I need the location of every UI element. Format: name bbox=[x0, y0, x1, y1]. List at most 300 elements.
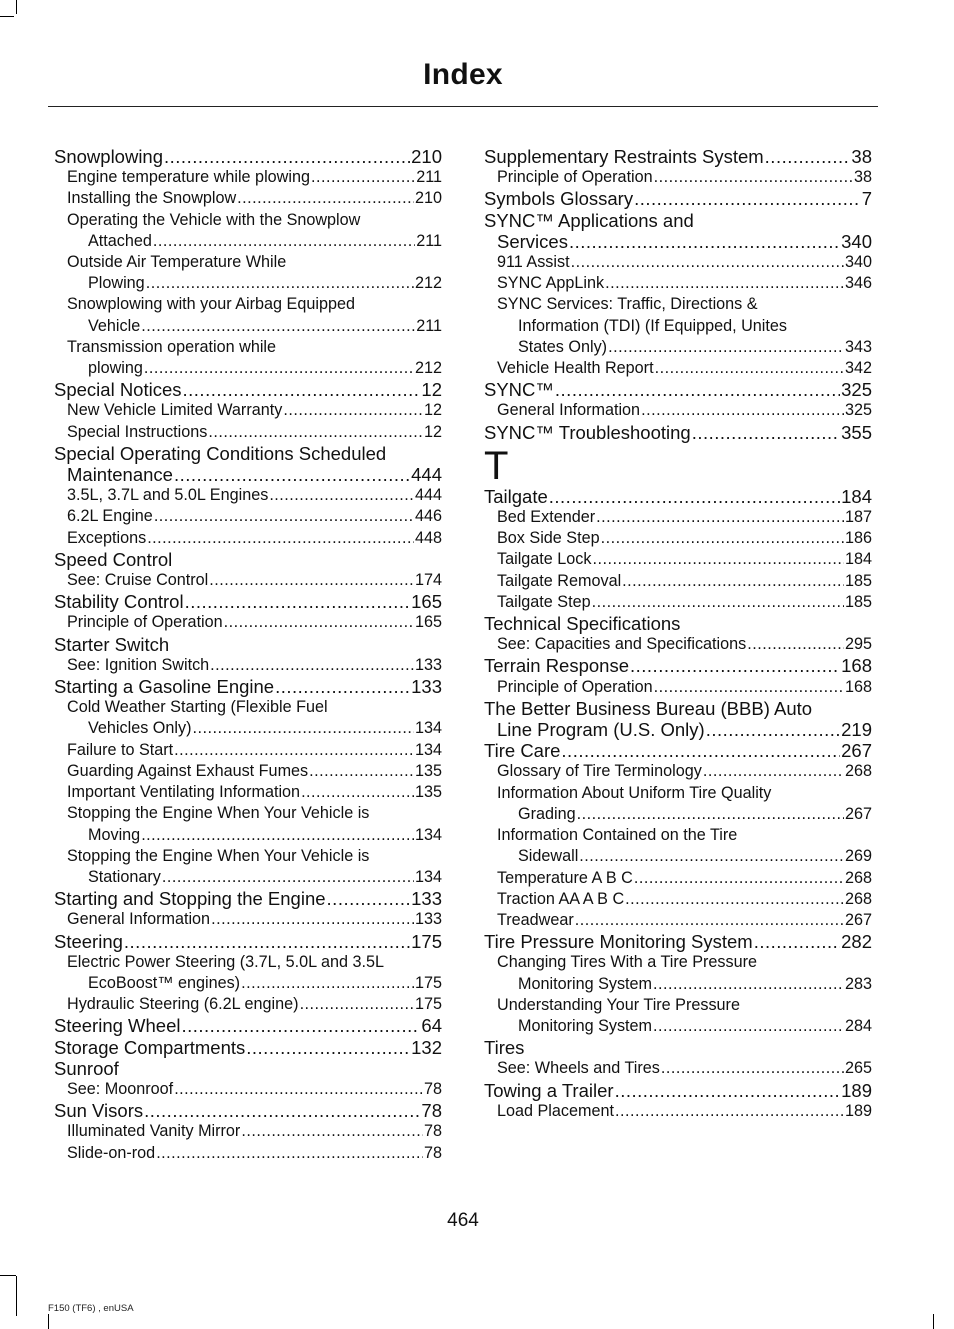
index-entry bbox=[484, 931, 872, 952]
index-entry-text: Vehicle bbox=[88, 316, 141, 335]
index-entry bbox=[54, 188, 442, 209]
index-page-ref: 78 bbox=[423, 1079, 442, 1098]
index-entry bbox=[54, 167, 442, 188]
dot-leader bbox=[192, 718, 414, 739]
index-entry-text: Changing Tires With a Tire Pressure bbox=[497, 953, 758, 972]
index-entry bbox=[484, 528, 872, 549]
index-entry-text: Tailgate Removal bbox=[497, 571, 622, 590]
index-column-right bbox=[484, 146, 872, 1122]
index-entry bbox=[484, 698, 872, 719]
dot-leader bbox=[601, 528, 844, 549]
dot-leader bbox=[655, 358, 844, 379]
dot-leader bbox=[309, 761, 414, 782]
dot-leader bbox=[596, 507, 844, 528]
dot-leader bbox=[569, 231, 840, 252]
index-page-ref: 184 bbox=[844, 550, 872, 569]
index-entry-text: Steering bbox=[54, 930, 123, 952]
dot-leader bbox=[654, 677, 844, 698]
index-page-ref: 325 bbox=[844, 401, 872, 420]
index-page-ref: 267 bbox=[844, 910, 872, 929]
dot-leader bbox=[703, 761, 844, 782]
index-entry-text: Sidewall bbox=[518, 847, 579, 866]
dot-leader bbox=[269, 485, 414, 506]
index-page-ref: 187 bbox=[844, 508, 872, 527]
index-entry bbox=[484, 974, 872, 995]
index-page-ref: 78 bbox=[421, 1100, 442, 1122]
index-entry-text: Monitoring System bbox=[518, 974, 653, 993]
index-entry-text: Treadwear bbox=[497, 910, 574, 929]
dot-leader bbox=[156, 1143, 423, 1164]
crop-mark bbox=[48, 1314, 49, 1329]
index-entry bbox=[484, 252, 872, 273]
dot-leader bbox=[571, 252, 844, 273]
index-entry bbox=[54, 676, 442, 697]
index-entry bbox=[54, 1100, 442, 1121]
index-entry bbox=[54, 146, 442, 167]
index-entry-text: 3.5L, 3.7L and 5.0L Engines bbox=[67, 486, 269, 505]
index-page-ref: 210 bbox=[411, 146, 442, 167]
index-entry-text: Cold Weather Starting (Flexible Fuel bbox=[67, 698, 328, 717]
index-entry-text: Speed Control bbox=[54, 548, 173, 570]
index-entry bbox=[54, 1058, 442, 1079]
index-page-ref: 165 bbox=[414, 613, 442, 632]
index-entry bbox=[484, 677, 872, 698]
index-entry bbox=[484, 655, 872, 676]
dot-leader bbox=[634, 188, 861, 209]
index-entry bbox=[54, 1143, 442, 1164]
index-page-ref: 343 bbox=[844, 337, 872, 356]
index-page-ref: 134 bbox=[414, 719, 442, 738]
index-page-ref: 184 bbox=[841, 485, 872, 507]
index-entry bbox=[484, 486, 872, 507]
index-entry-text: Attached bbox=[88, 231, 152, 250]
dot-leader bbox=[208, 422, 423, 443]
index-entry-text: Stopping the Engine When Your Vehicle is bbox=[67, 804, 370, 823]
index-entry bbox=[484, 634, 872, 655]
index-entry bbox=[54, 591, 442, 612]
index-entry-text: Engine temperature while plowing bbox=[67, 168, 310, 187]
dot-leader bbox=[311, 167, 415, 188]
index-entry bbox=[484, 761, 872, 782]
index-entry-text: Tailgate bbox=[484, 485, 548, 507]
dot-leader bbox=[162, 867, 414, 888]
dot-leader bbox=[747, 634, 844, 655]
index-page-ref: 168 bbox=[841, 655, 872, 677]
index-page-ref: 38 bbox=[851, 146, 872, 167]
index-entry-text: Stopping the Engine When Your Vehicle is bbox=[67, 846, 370, 865]
index-entry-text: Outside Air Temperature While bbox=[67, 253, 287, 272]
index-page-ref: 448 bbox=[414, 528, 442, 547]
index-entry bbox=[484, 1058, 872, 1079]
index-entry-text: Electric Power Steering (3.7L, 5.0L and 3.5L bbox=[67, 952, 385, 971]
title-divider bbox=[48, 106, 878, 107]
dot-leader bbox=[592, 549, 844, 570]
index-page-ref: 211 bbox=[416, 316, 442, 335]
index-entry-text: Installing the Snowplow bbox=[67, 189, 237, 208]
index-entry-text: Snowplowing bbox=[54, 146, 164, 167]
index-page-ref: 268 bbox=[844, 889, 872, 908]
dot-leader bbox=[209, 570, 414, 591]
index-entry-text: Supplementary Restraints System bbox=[484, 146, 764, 167]
index-entry-text: Important Ventilating Information bbox=[67, 783, 301, 802]
dot-leader bbox=[246, 1037, 410, 1058]
index-entry bbox=[484, 273, 872, 294]
index-page-ref: 185 bbox=[844, 571, 872, 590]
index-page-ref: 186 bbox=[844, 529, 872, 548]
index-entry bbox=[484, 231, 872, 252]
index-page-ref: 444 bbox=[414, 486, 442, 505]
index-page-ref: 342 bbox=[844, 359, 872, 378]
dot-leader bbox=[692, 422, 840, 443]
index-page-ref: 168 bbox=[844, 677, 872, 696]
dot-leader bbox=[153, 231, 415, 252]
index-entry bbox=[484, 613, 872, 634]
index-entry bbox=[484, 1101, 872, 1122]
index-entry bbox=[484, 1016, 872, 1037]
index-page-ref: 78 bbox=[423, 1143, 442, 1162]
index-entry bbox=[54, 422, 442, 443]
index-page-ref: 284 bbox=[844, 1016, 872, 1035]
index-page-ref: 134 bbox=[414, 825, 442, 844]
crop-mark bbox=[0, 1275, 16, 1276]
index-entry-text: Starting a Gasoline Engine bbox=[54, 676, 275, 698]
index-entry bbox=[54, 273, 442, 294]
index-entry bbox=[484, 592, 872, 613]
index-entry-text: Special Operating Conditions Scheduled bbox=[54, 442, 387, 464]
index-entry-text: Towing a Trailer bbox=[484, 1079, 614, 1101]
index-entry bbox=[54, 994, 442, 1015]
index-entry bbox=[54, 846, 442, 867]
index-entry bbox=[54, 231, 442, 252]
index-entry-text: General Information bbox=[67, 910, 211, 929]
index-entry bbox=[54, 909, 442, 930]
index-entry bbox=[484, 719, 872, 740]
index-entry-text: T bbox=[484, 443, 509, 488]
index-entry bbox=[54, 612, 442, 633]
dot-leader bbox=[241, 1121, 423, 1142]
crop-mark bbox=[16, 0, 17, 14]
index-page-ref: 282 bbox=[841, 931, 872, 953]
index-entry-text: 911 Assist bbox=[497, 253, 570, 272]
index-entry-text: Failure to Start bbox=[67, 740, 174, 759]
dot-leader bbox=[141, 316, 415, 337]
index-page-ref: 174 bbox=[414, 571, 442, 590]
index-page-ref: 444 bbox=[411, 464, 442, 486]
index-entry-text: Technical Specifications bbox=[484, 613, 681, 635]
dot-leader bbox=[164, 146, 410, 167]
dot-leader bbox=[555, 379, 840, 400]
dot-leader bbox=[641, 400, 844, 421]
crop-mark bbox=[0, 16, 14, 17]
dot-leader bbox=[146, 273, 414, 294]
index-entry bbox=[484, 422, 872, 443]
index-page-ref: 267 bbox=[844, 804, 872, 823]
index-entry bbox=[484, 804, 872, 825]
index-entry bbox=[54, 782, 442, 803]
index-entry bbox=[54, 1121, 442, 1142]
dot-leader bbox=[275, 676, 410, 697]
index-page-ref: 7 bbox=[861, 188, 872, 210]
index-page-ref: 340 bbox=[841, 230, 872, 252]
index-entry-text: Tailgate Step bbox=[497, 592, 591, 611]
index-page-ref: 211 bbox=[416, 168, 442, 187]
index-entry bbox=[484, 358, 872, 379]
index-entry-text: Information Contained on the Tire bbox=[497, 826, 738, 845]
dot-leader bbox=[237, 188, 414, 209]
page-number: 464 bbox=[447, 1210, 479, 1231]
index-page-ref: 133 bbox=[411, 888, 442, 910]
dot-leader bbox=[141, 825, 414, 846]
index-page-ref: 133 bbox=[414, 910, 442, 929]
dot-leader bbox=[592, 592, 844, 613]
index-entry-text: Vehicle Health Report bbox=[497, 359, 654, 378]
index-entry bbox=[484, 146, 872, 167]
dot-leader bbox=[283, 400, 423, 421]
index-page-ref: 210 bbox=[414, 189, 442, 208]
index-entry bbox=[54, 443, 442, 464]
index-entry bbox=[54, 464, 442, 485]
dot-leader bbox=[154, 506, 414, 527]
index-entry bbox=[54, 379, 442, 400]
index-entry-text: Grading bbox=[518, 804, 576, 823]
index-entry-text: Special Notices bbox=[54, 379, 182, 401]
index-entry-text: Principle of Operation bbox=[497, 677, 653, 696]
dot-leader bbox=[185, 591, 411, 612]
index-page-ref: 212 bbox=[414, 359, 442, 378]
index-entry-text: Operating the Vehicle with the Snowplow bbox=[67, 210, 361, 229]
index-entry bbox=[54, 952, 442, 973]
index-entry bbox=[54, 1015, 442, 1036]
index-entry-text: SYNC Services: Traffic, Directions & bbox=[497, 295, 758, 314]
index-entry-text: Storage Compartments bbox=[54, 1036, 246, 1058]
index-entry-text: Bed Extender bbox=[497, 508, 596, 527]
index-page-ref: 133 bbox=[411, 676, 442, 698]
index-entry-text: Box Side Step bbox=[497, 529, 600, 548]
crop-mark bbox=[933, 1314, 934, 1329]
index-entry-text: 6.2L Engine bbox=[67, 507, 153, 526]
dot-leader bbox=[183, 379, 421, 400]
index-page-ref: 135 bbox=[414, 783, 442, 802]
dot-leader bbox=[181, 1015, 420, 1036]
index-entry bbox=[484, 889, 872, 910]
index-entry bbox=[484, 316, 872, 337]
index-page-ref: 64 bbox=[421, 1015, 442, 1037]
dot-leader bbox=[605, 273, 844, 294]
index-entry bbox=[484, 1080, 872, 1101]
index-entry bbox=[484, 210, 872, 231]
index-entry-text: Hydraulic Steering (6.2L engine) bbox=[67, 995, 299, 1014]
index-entry-text: Tailgate Lock bbox=[497, 550, 592, 569]
index-entry bbox=[54, 400, 442, 421]
index-entry bbox=[484, 167, 872, 188]
index-page-ref: 165 bbox=[411, 591, 442, 613]
index-page-ref: 185 bbox=[844, 592, 872, 611]
index-entry-text: Maintenance bbox=[67, 464, 173, 486]
index-entry bbox=[54, 697, 442, 718]
index-entry bbox=[484, 740, 872, 761]
index-entry-text: The Better Business Bureau (BBB) Auto bbox=[484, 697, 813, 719]
index-page-ref: 135 bbox=[414, 761, 442, 780]
dot-leader bbox=[706, 719, 840, 740]
index-entry bbox=[484, 868, 872, 889]
index-entry bbox=[484, 507, 872, 528]
index-page-ref: 219 bbox=[841, 719, 872, 741]
index-page-ref: 211 bbox=[416, 231, 442, 250]
index-entry-text: SYNC™ Troubleshooting bbox=[484, 421, 691, 443]
dot-leader bbox=[327, 888, 411, 909]
index-column-left bbox=[54, 146, 442, 1164]
index-entry bbox=[54, 337, 442, 358]
index-entry bbox=[54, 803, 442, 824]
index-page-ref: 189 bbox=[841, 1079, 872, 1101]
index-entry bbox=[54, 973, 442, 994]
index-entry bbox=[484, 995, 872, 1016]
dot-leader bbox=[577, 804, 844, 825]
index-page-ref: 132 bbox=[411, 1036, 442, 1058]
index-entry bbox=[54, 252, 442, 273]
index-entry bbox=[54, 867, 442, 888]
index-page-ref: 346 bbox=[844, 274, 872, 293]
index-entry-text: Vehicles Only) bbox=[88, 719, 192, 738]
index-entry bbox=[54, 761, 442, 782]
dot-leader bbox=[579, 846, 844, 867]
dot-leader bbox=[608, 337, 844, 358]
index-entry bbox=[54, 549, 442, 570]
index-entry-text: Snowplowing with your Airbag Equipped bbox=[67, 295, 355, 314]
index-entry-text: Information (TDI) (If Equipped, Unites bbox=[518, 316, 787, 335]
dot-leader bbox=[653, 974, 844, 995]
index-page-ref: 340 bbox=[844, 253, 872, 272]
index-entry-text: Glossary of Tire Terminology bbox=[497, 762, 702, 781]
index-entry-text: Principle of Operation bbox=[67, 613, 223, 632]
index-page-ref: 12 bbox=[423, 401, 442, 420]
index-entry-text: Terrain Response bbox=[484, 655, 629, 677]
index-entry-text: See: Capacities and Specifications bbox=[497, 635, 747, 654]
index-entry bbox=[484, 400, 872, 421]
dot-leader bbox=[622, 571, 844, 592]
index-entry bbox=[54, 316, 442, 337]
index-entry bbox=[54, 294, 442, 315]
dot-leader bbox=[615, 1101, 844, 1122]
index-entry-text: See: Cruise Control bbox=[67, 571, 209, 590]
page-title: Index bbox=[423, 58, 503, 91]
index-entry bbox=[54, 718, 442, 739]
index-entry bbox=[484, 846, 872, 867]
dot-leader bbox=[661, 1058, 844, 1079]
index-entry-text: Transmission operation while bbox=[67, 337, 277, 356]
index-entry-text: Special Instructions bbox=[67, 422, 208, 441]
index-entry bbox=[484, 337, 872, 358]
index-page-ref: 175 bbox=[414, 973, 442, 992]
index-entry-text: Tires bbox=[484, 1037, 525, 1059]
index-entry bbox=[54, 825, 442, 846]
index-entry-text: Plowing bbox=[88, 274, 145, 293]
index-entry-text: Stability Control bbox=[54, 591, 184, 613]
index-entry bbox=[484, 1037, 872, 1058]
index-page-ref: 12 bbox=[423, 422, 442, 441]
index-entry-text: Symbols Glossary bbox=[484, 188, 634, 210]
index-entry-text: Information About Uniform Tire Quality bbox=[497, 783, 772, 802]
index-entry bbox=[484, 379, 872, 400]
dot-leader bbox=[653, 1016, 844, 1037]
index-entry-text: See: Wheels and Tires bbox=[497, 1059, 660, 1078]
index-page-ref: 295 bbox=[844, 635, 872, 654]
dot-leader bbox=[561, 740, 840, 761]
index-entry-text: States Only) bbox=[518, 337, 608, 356]
index-page-ref: 268 bbox=[844, 762, 872, 781]
dot-leader bbox=[211, 909, 414, 930]
index-entry bbox=[484, 783, 872, 804]
index-entry-text: Traction AA A B C bbox=[497, 889, 625, 908]
index-entry bbox=[54, 634, 442, 655]
index-page-ref: 283 bbox=[844, 974, 872, 993]
index-page-ref: 446 bbox=[414, 507, 442, 526]
index-entry-text: New Vehicle Limited Warranty bbox=[67, 401, 283, 420]
index-letter-heading bbox=[484, 445, 872, 486]
dot-leader bbox=[210, 655, 414, 676]
index-entry-text: Load Placement bbox=[497, 1101, 614, 1120]
index-page-ref: 269 bbox=[844, 847, 872, 866]
dot-leader bbox=[630, 655, 840, 676]
index-entry-text: Temperature A B C bbox=[497, 868, 633, 887]
index-entry-text: Understanding Your Tire Pressure bbox=[497, 995, 740, 1014]
index-entry bbox=[54, 210, 442, 231]
index-entry bbox=[484, 549, 872, 570]
dot-leader bbox=[174, 1079, 423, 1100]
index-page-ref: 12 bbox=[421, 379, 442, 401]
index-page-ref: 268 bbox=[844, 868, 872, 887]
index-entry-text: Starter Switch bbox=[54, 633, 170, 655]
index-entry-text: Line Program (U.S. Only) bbox=[497, 719, 705, 741]
dot-leader bbox=[147, 528, 414, 549]
index-page-ref: 212 bbox=[414, 274, 442, 293]
index-entry-text: Illuminated Vanity Mirror bbox=[67, 1122, 241, 1141]
index-entry bbox=[484, 188, 872, 209]
index-entry-text: Steering Wheel bbox=[54, 1015, 181, 1037]
index-entry bbox=[54, 485, 442, 506]
index-entry bbox=[54, 528, 442, 549]
index-page-ref: 325 bbox=[841, 379, 872, 401]
dot-leader bbox=[575, 910, 844, 931]
index-entry-text: Sunroof bbox=[54, 1057, 119, 1079]
dot-leader bbox=[549, 486, 840, 507]
index-entry bbox=[54, 358, 442, 379]
index-entry bbox=[484, 825, 872, 846]
dot-leader bbox=[615, 1080, 841, 1101]
index-entry-text: Moving bbox=[88, 825, 141, 844]
index-page-ref: 175 bbox=[411, 930, 442, 952]
index-page-ref: 78 bbox=[423, 1122, 442, 1141]
index-page-ref: 133 bbox=[414, 655, 442, 674]
index-entry bbox=[54, 506, 442, 527]
dot-leader bbox=[224, 612, 414, 633]
dot-leader bbox=[300, 994, 414, 1015]
index-page-ref: 265 bbox=[844, 1059, 872, 1078]
crop-mark bbox=[16, 1276, 17, 1316]
index-page-ref: 189 bbox=[844, 1101, 872, 1120]
index-entry-text: plowing bbox=[88, 359, 143, 378]
dot-leader bbox=[144, 358, 414, 379]
index-entry bbox=[54, 1079, 442, 1100]
index-page-ref: 134 bbox=[414, 867, 442, 886]
index-entry bbox=[54, 931, 442, 952]
dot-leader bbox=[241, 973, 414, 994]
dot-leader bbox=[144, 1100, 420, 1121]
index-entry-text: Slide-on-rod bbox=[67, 1143, 156, 1162]
index-entry-text: Guarding Against Exhaust Fumes bbox=[67, 761, 309, 780]
index-entry bbox=[484, 294, 872, 315]
dot-leader bbox=[174, 740, 414, 761]
